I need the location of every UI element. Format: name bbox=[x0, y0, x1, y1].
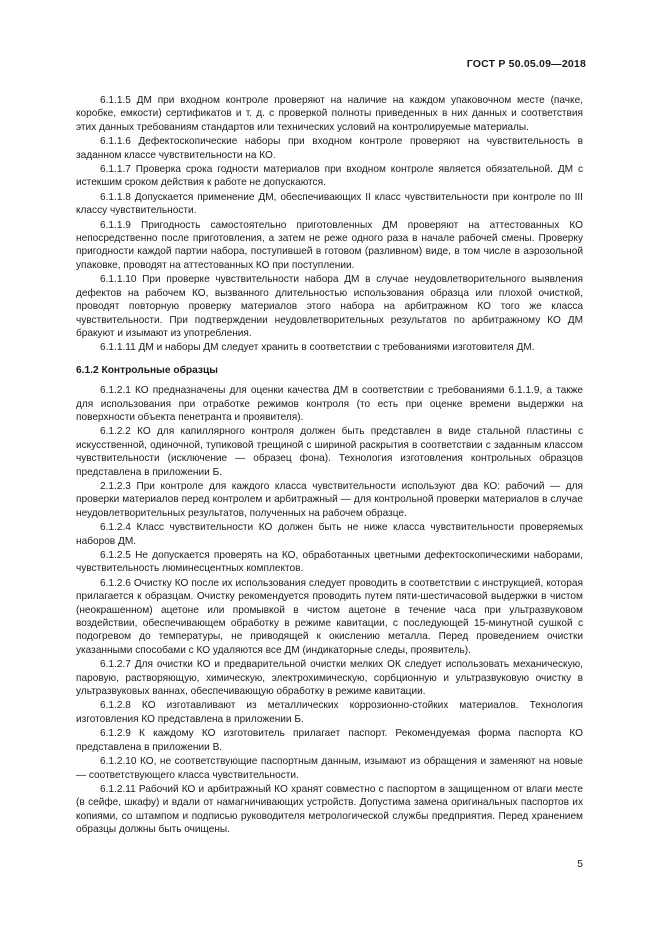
paragraph-6-1-2-10: 6.1.2.10 КО, не соответствующие паспортным данным, изымают из обращения и заменяют на новые — соответствующего класса чувствительности. bbox=[76, 756, 583, 781]
paragraph-6-1-1-10: 6.1.1.10 При проверке чувствительности набора ДМ в случае неудовлетворительного выявления дефектов на рабочем КО, вызванного длительностью использования образца или плохой очисткой, проводят повторную проверку материалов этого набора на арбитражном КО того же класса чувствительности. При подтверждении неудовлетворительных результатов по арбитражному КО ДМ бракуют и изымают из употребления. bbox=[76, 274, 583, 339]
document-body bbox=[76, 94, 583, 838]
paragraph-6-1-1-6: 6.1.1.6 Дефектоскопические наборы при входном контроле проверяют на чувствительность в заданном классе чувствительности на КО. bbox=[76, 136, 583, 161]
paragraph-6-1-2-4: 6.1.2.4 Класс чувствительности КО должен быть не ниже класса чувствительности проверяемых наборов ДМ. bbox=[76, 522, 583, 547]
page-number: 5 bbox=[577, 858, 583, 870]
paragraph-6-1-2-7: 6.1.2.7 Для очистки КО и предварительной очистки мелких ОК следует использовать механическую, паровую, растворяющую, химическую, электрохимическую, сорбционную и ультразвуковую очистку в ультразвуковых ваннах, обеспечивающую обработку в режиме кавитации. bbox=[76, 659, 583, 698]
paragraph-6-1-1-11: 6.1.1.11 ДМ и наборы ДМ следует хранить в соответствии с требованиями изготовителя ДМ. bbox=[100, 342, 535, 354]
paragraph-6-1-1-7: 6.1.1.7 Проверка срока годности материалов при входном контроле является обязательной. ДМ с истекшим сроком действия к работе не допускаются. bbox=[76, 164, 583, 189]
paragraph-6-1-2-9: 6.1.2.9 К каждому КО изготовитель прилагает паспорт. Рекомендуемая форма паспорта КО представлена в приложении В. bbox=[76, 728, 583, 753]
section-heading: 6.1.2 Контрольные образцы bbox=[76, 364, 218, 376]
paragraph-2-1-2-3: 2.1.2.3 При контроле для каждого класса чувствительности используют два КО: рабочий — для проверки материалов перед контролем и арбитражный — для контрольной проверки материалов в случае неудовлетворительных результатов, полученных на рабочем образце. bbox=[76, 480, 583, 519]
paragraph-6-1-2-5: 6.1.2.5 Не допускается проверять на КО, обработанных цветными дефектоскопическими наборами, чувствительность люминесцентных комплектов. bbox=[76, 550, 583, 575]
paragraph-6-1-1-5: 6.1.1.5 ДМ при входном контроле проверяют на наличие на каждом упаковочном месте (пачке, коробке, емкости) сертификатов и т. д. с проверкой полноты приведенных в них данных и соответствия этих данных требованиям стандартов или технических условий на контролируемые материалы. bbox=[76, 95, 583, 133]
paragraph-6-1-2-2: 6.1.2.2 КО для капиллярного контроля должен быть представлен в виде стальной пластины с искусственной, одиночной, тупиковой трещиной с шириной раскрытия в соответствии с заданным классом чувствительности (исключение — образец фона). Технология изготовления контрольных образцов представлена в приложении Б. bbox=[76, 426, 583, 478]
document-header: ГОСТ Р 50.05.09—2018 bbox=[466, 58, 586, 70]
paragraph-6-1-2-6: 6.1.2.6 Очистку КО после их использования следует проводить в соответствии с инструкцией, которая прилагается к образцам. Очистку рекомендуется проводить путем пяти-шестичасовой выдержки в чистом (неокрашенном) ацетоне или промывкой в чистом ацетоне в течение часа при ультразвуковом воздействии, обеспечивающем обработку в режиме кавитации, с последующей 15-минутной сушкой с подогревом до температуры, не приводящей к окислению металла. Перед проведением очистки указанными способами с КО удаляются все ДМ (индикаторные следы, проявитель). bbox=[76, 577, 583, 656]
paragraph-6-1-1-8: 6.1.1.8 Допускается применение ДМ, обеспечивающих II класс чувствительности при контроле по III классу чувствительности. bbox=[76, 191, 583, 217]
paragraph-6-1-1-9: 6.1.1.9 Пригодность самостоятельно приготовленных ДМ проверяют на аттестованных КО непосредственно после приготовления, а затем не реже одного раза в начале рабочей смены. Проверку пригодности каждой партии набора, поступившей в готовом (разливном) виде, в том числе в аэрозольной упаковке, проводят на аттестованных КО при поступлении. bbox=[76, 219, 583, 271]
paragraph-6-1-2-8: 6.1.2.8 КО изготавливают из металлических коррозионно-стойких материалов. Технология изготовления КО представлена в приложении Б. bbox=[76, 700, 583, 725]
paragraph-6-1-2-1: 6.1.2.1 КО предназначены для оценки качества ДМ в соответствии с требованиями 6.1.1.9, а также для использования при отработке режимов контроля (то есть при оценке времени выдержки на поверхности объекта пенетранта и проявителя). bbox=[76, 385, 583, 423]
paragraph-6-1-2-11: 6.1.2.11 Рабочий КО и арбитражный КО хранят совместно с паспортом в защищенном от влаги месте (в сейфе, шкафу) и вдали от намагничивающих устройств. Допустима замена оригинальных паспортов их копиями, со штампом и подписью руководителя метрологической службы предприятия. Перед хранением образцы должны быть очищены. bbox=[76, 783, 583, 836]
